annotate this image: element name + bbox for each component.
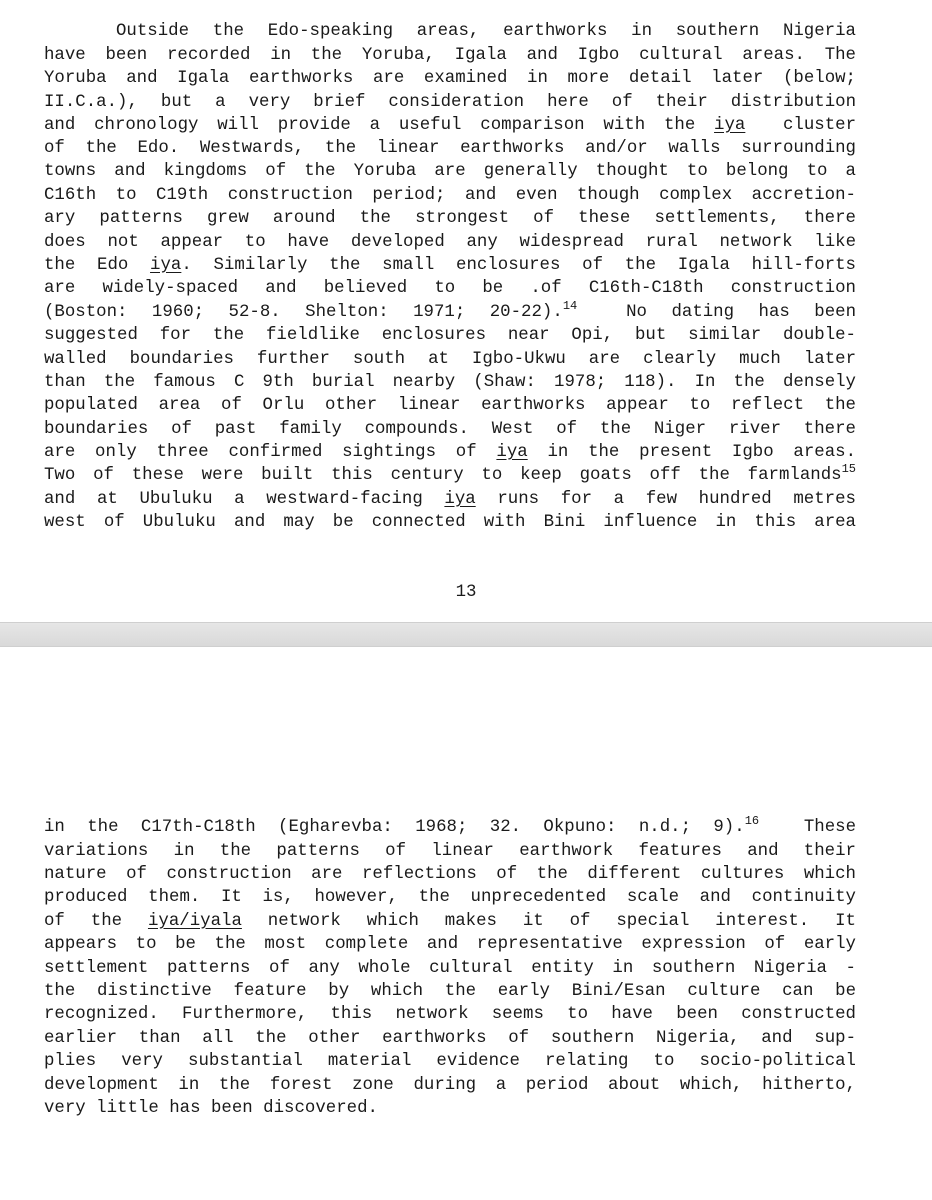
text-line: nature of construction are reflections of the different cultures which [44, 865, 856, 884]
text-line: Outside the Edo-speaking areas, earthworks in southern Nigeria [116, 22, 856, 41]
text-line: earlier than all the other earthworks of southern Nigeria, and sup- [44, 1029, 856, 1048]
text-line: the distinctive feature by which the early Bini/Esan culture can be [44, 982, 856, 1001]
text-line: appears to be the most complete and representative expression of early [44, 935, 856, 954]
footnote-16: 16 [744, 814, 760, 828]
text-line: C16th to C19th construction period; and even though complex accretion- [44, 186, 856, 205]
text-line: are only three confirmed sightings of iya in the present Igbo areas. [44, 443, 857, 462]
text-line: towns and kingdoms of the Yoruba are generally thought to belong to a [44, 162, 856, 181]
text-line: produced them. It is, however, the unprecedented scale and continuity [44, 888, 856, 907]
text-line: suggested for the fieldlike enclosures near Opi, but similar double- [44, 326, 856, 345]
term-iya: iya [496, 443, 528, 462]
text-line: (Boston: 1960; 52-8. Shelton: 1971; 20-22).$^{14}$ No dating has been [44, 299, 857, 322]
term-iya: iya [150, 256, 182, 275]
text-line: variations in the patterns of linear earthwork features and their [44, 842, 856, 861]
page-separator [0, 622, 932, 647]
text-line: are widely-spaced and believed to be .of C16th-C18th construction [44, 279, 856, 298]
text-line: boundaries of past family compounds. West of the Niger river there [44, 420, 856, 439]
term-iya-iyala: iya/iyala [147, 912, 242, 931]
text-line: recognized. Furthermore, this network seems to have been constructed [44, 1005, 856, 1024]
text-line: plies very substantial material evidence relating to socio-political [44, 1052, 856, 1071]
footnote-15: 15 [841, 462, 856, 476]
text-line: Two of these were built this century to keep goats off the farmlands$^{15}$ [44, 462, 856, 485]
text-line: and at Ubuluku a westward-facing iya runs for a few hundred metres [44, 490, 856, 509]
term-iya: iya [714, 116, 746, 135]
text-line: development in the forest zone during a period about which, hitherto, [44, 1076, 856, 1095]
page-number: 13 [455, 583, 477, 602]
text-line: ary patterns grew around the strongest of these settlements, there [44, 209, 856, 228]
footnote-14: 14 [562, 299, 578, 313]
term-iya: iya [444, 490, 476, 509]
page-14 [0, 647, 932, 1200]
text-line: very little has been discovered. [44, 1099, 378, 1118]
text-line: the Edo iya. Similarly the small enclosures of the Igala hill-forts [44, 256, 856, 275]
text-line: west of Ubuluku and may be connected with Bini influence in this area [44, 513, 856, 532]
text-line: populated area of Orlu other linear earthworks appear to reflect the [44, 396, 856, 415]
text-line: does not appear to have developed any widespread rural network like [44, 233, 856, 252]
text-line: have been recorded in the Yoruba, Igala and Igbo cultural areas. The [44, 46, 856, 65]
text-line: in the C17th-C18th (Egharevba: 1968; 32. Okpuno: n.d.; 9).$^{16}$ These [44, 814, 857, 837]
text-line: walled boundaries further south at Igbo-Ukwu are clearly much later [44, 350, 856, 369]
text-line: than the famous C 9th burial nearby (Shaw: 1978; 118). In the densely [44, 373, 856, 392]
text-line: II.C.a.), but a very brief consideration here of their distribution [44, 93, 856, 112]
text-line: Yoruba and Igala earthworks are examined in more detail later (below; [44, 69, 856, 88]
text-line: and chronology will provide a useful comparison with the iya cluster [44, 116, 857, 135]
text-line: of the Edo. Westwards, the linear earthworks and/or walls surrounding [44, 139, 856, 158]
text-line: settlement patterns of any whole cultural entity in southern Nigeria - [44, 959, 856, 978]
text-line: of the iya/iyala network which makes it of special interest. It [44, 912, 856, 931]
